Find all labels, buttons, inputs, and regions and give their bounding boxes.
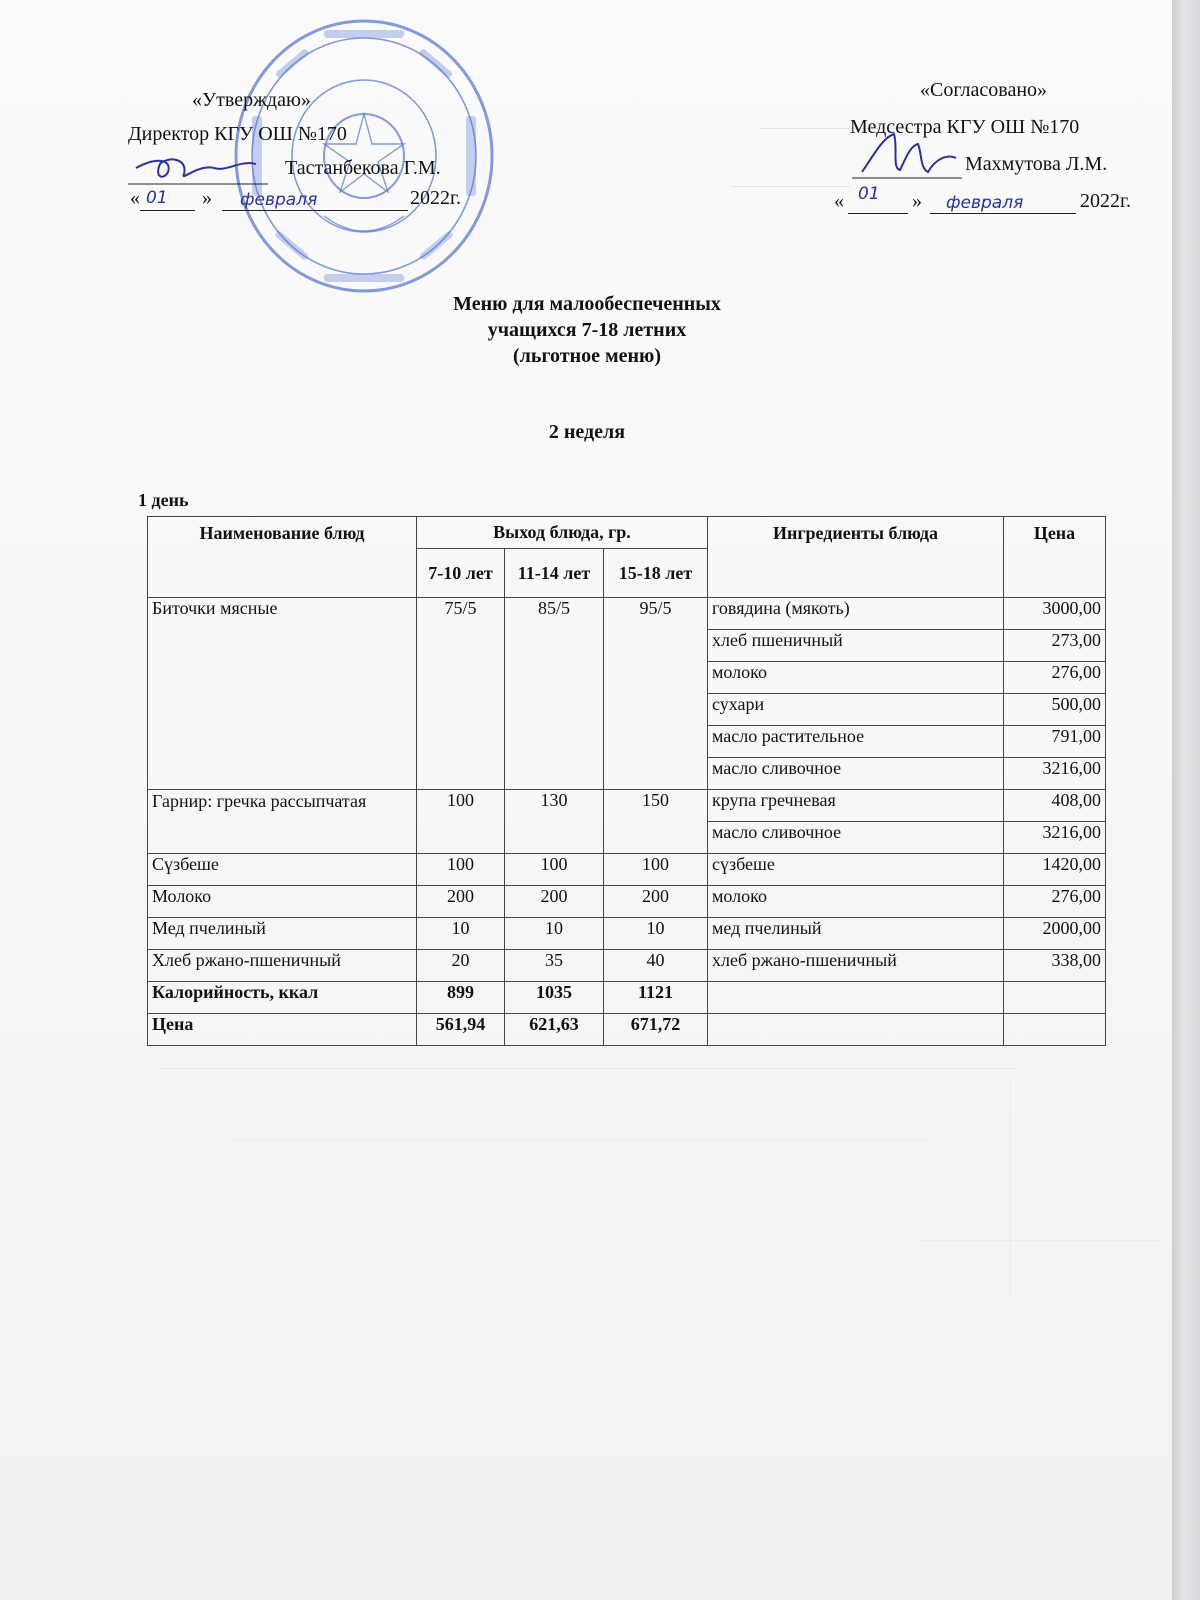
header-ingredients: Ингредиенты блюда — [708, 517, 1004, 598]
bleed-through-line — [920, 1240, 1160, 1241]
dish-name: Сүзбеше — [148, 854, 417, 886]
ingredient-name: хлеб ржано-пшеничный — [708, 950, 1004, 982]
ingredient-price: 3216,00 — [1004, 822, 1106, 854]
approve-date-month: февраля — [240, 190, 318, 210]
date-underline — [848, 213, 908, 214]
yield-15-18: 95/5 — [604, 598, 708, 790]
ingredient-name: молоко — [708, 886, 1004, 918]
calories-15-18: 1121 — [604, 982, 708, 1014]
yield-15-18: 200 — [604, 886, 708, 918]
ingredient-name: говядина (мякоть) — [708, 598, 1004, 630]
ingredient-price: 791,00 — [1004, 726, 1106, 758]
ingredient-name: масло сливочное — [708, 758, 1004, 790]
date-underline — [222, 210, 408, 211]
ingredient-price: 408,00 — [1004, 790, 1106, 822]
yield-7-10: 100 — [417, 790, 505, 854]
empty-cell — [1004, 982, 1106, 1014]
empty-cell — [1004, 1014, 1106, 1046]
calories-label: Калорийность, ккал — [148, 982, 417, 1014]
menu-title-line3: (льготное меню) — [513, 345, 661, 367]
agree-heading: «Согласовано» — [920, 79, 1048, 101]
yield-15-18: 10 — [604, 918, 708, 950]
ingredient-name: сухари — [708, 694, 1004, 726]
nurse-signature — [852, 128, 962, 188]
table-row — [148, 886, 1106, 918]
bleed-through-line — [730, 186, 850, 187]
ingredient-name: масло растительное — [708, 726, 1004, 758]
approve-position: Директор КГУ ОШ №170 — [128, 123, 347, 145]
table-header-row — [148, 517, 1106, 549]
dish-name: Гарнир: гречка рассыпчатая — [148, 790, 417, 854]
yield-7-10: 75/5 — [417, 598, 505, 790]
agree-date-close: » — [912, 190, 922, 212]
bleed-through-line — [1010, 1080, 1011, 1300]
bleed-through-line — [160, 1068, 1020, 1069]
header-dish: Наименование блюд — [148, 517, 417, 598]
approve-date-year: 2022г. — [410, 187, 461, 209]
agree-date-year: 2022г. — [1080, 190, 1131, 212]
date-underline — [140, 210, 195, 211]
table-row — [148, 598, 1106, 630]
yield-11-14: 10 — [505, 918, 604, 950]
header-yield: Выход блюда, гр. — [417, 517, 708, 549]
header-age-15-18: 15-18 лет — [604, 549, 708, 598]
cost-15-18: 671,72 — [604, 1014, 708, 1046]
ingredient-name: крупа гречневая — [708, 790, 1004, 822]
approve-date-day: 01 — [146, 188, 168, 208]
yield-7-10: 10 — [417, 918, 505, 950]
header-age-11-14: 11-14 лет — [505, 549, 604, 598]
calories-7-10: 899 — [417, 982, 505, 1014]
header-price: Цена — [1004, 517, 1106, 598]
approve-heading: «Утверждаю» — [192, 89, 311, 111]
ingredient-name: масло сливочное — [708, 822, 1004, 854]
bleed-through-line — [230, 1140, 930, 1141]
ingredient-price: 1420,00 — [1004, 854, 1106, 886]
date-underline — [930, 213, 1076, 214]
approve-name: Тастанбекова Г.М. — [285, 157, 441, 179]
empty-cell — [708, 982, 1004, 1014]
week-label: 2 неделя — [548, 421, 626, 443]
yield-7-10: 20 — [417, 950, 505, 982]
approve-date-close: » — [202, 187, 212, 209]
cost-row — [148, 1014, 1106, 1046]
agree-date-month: февраля — [946, 193, 1024, 213]
ingredient-price: 500,00 — [1004, 694, 1106, 726]
yield-11-14: 100 — [505, 854, 604, 886]
yield-7-10: 100 — [417, 854, 505, 886]
cost-label: Цена — [148, 1014, 417, 1046]
agree-name: Махмутова Л.М. — [965, 153, 1108, 175]
yield-7-10: 200 — [417, 886, 505, 918]
menu-title-line1: Меню для малообеспеченных — [453, 293, 721, 315]
yield-15-18: 40 — [604, 950, 708, 982]
table-row — [148, 918, 1106, 950]
agree-date-day: 01 — [858, 184, 880, 204]
dish-name: Мед пчелиный — [148, 918, 417, 950]
approve-date-open: « — [130, 187, 140, 209]
day-label: 1 день — [138, 490, 189, 510]
yield-11-14: 200 — [505, 886, 604, 918]
ingredient-name: сүзбеше — [708, 854, 1004, 886]
ingredient-name: молоко — [708, 662, 1004, 694]
calories-11-14: 1035 — [505, 982, 604, 1014]
ingredient-price: 276,00 — [1004, 886, 1106, 918]
ingredient-price: 3000,00 — [1004, 598, 1106, 630]
menu-table — [147, 516, 1106, 1046]
dish-name: Биточки мясные — [148, 598, 417, 790]
page-edge-shadow — [1172, 0, 1200, 1600]
empty-cell — [708, 1014, 1004, 1046]
yield-11-14: 85/5 — [505, 598, 604, 790]
agree-date-open: « — [834, 190, 844, 212]
yield-15-18: 150 — [604, 790, 708, 854]
agree-position: Медсестра КГУ ОШ №170 — [850, 116, 1080, 138]
cost-7-10: 561,94 — [417, 1014, 505, 1046]
yield-11-14: 130 — [505, 790, 604, 854]
director-signature — [128, 150, 278, 190]
menu-title-line2: учащихся 7-18 летних — [487, 319, 687, 341]
dish-name: Молоко — [148, 886, 417, 918]
yield-11-14: 35 — [505, 950, 604, 982]
ingredient-name: хлеб пшеничный — [708, 630, 1004, 662]
header-age-7-10: 7-10 лет — [417, 549, 505, 598]
ingredient-name: мед пчелиный — [708, 918, 1004, 950]
dish-name: Хлеб ржано-пшеничный — [148, 950, 417, 982]
ingredient-price: 3216,00 — [1004, 758, 1106, 790]
table-row — [148, 854, 1106, 886]
table-row — [148, 790, 1106, 822]
calories-row — [148, 982, 1106, 1014]
cost-11-14: 621,63 — [505, 1014, 604, 1046]
ingredient-price: 273,00 — [1004, 630, 1106, 662]
ingredient-price: 338,00 — [1004, 950, 1106, 982]
ingredient-price: 276,00 — [1004, 662, 1106, 694]
ingredient-price: 2000,00 — [1004, 918, 1106, 950]
yield-15-18: 100 — [604, 854, 708, 886]
table-row — [148, 950, 1106, 982]
